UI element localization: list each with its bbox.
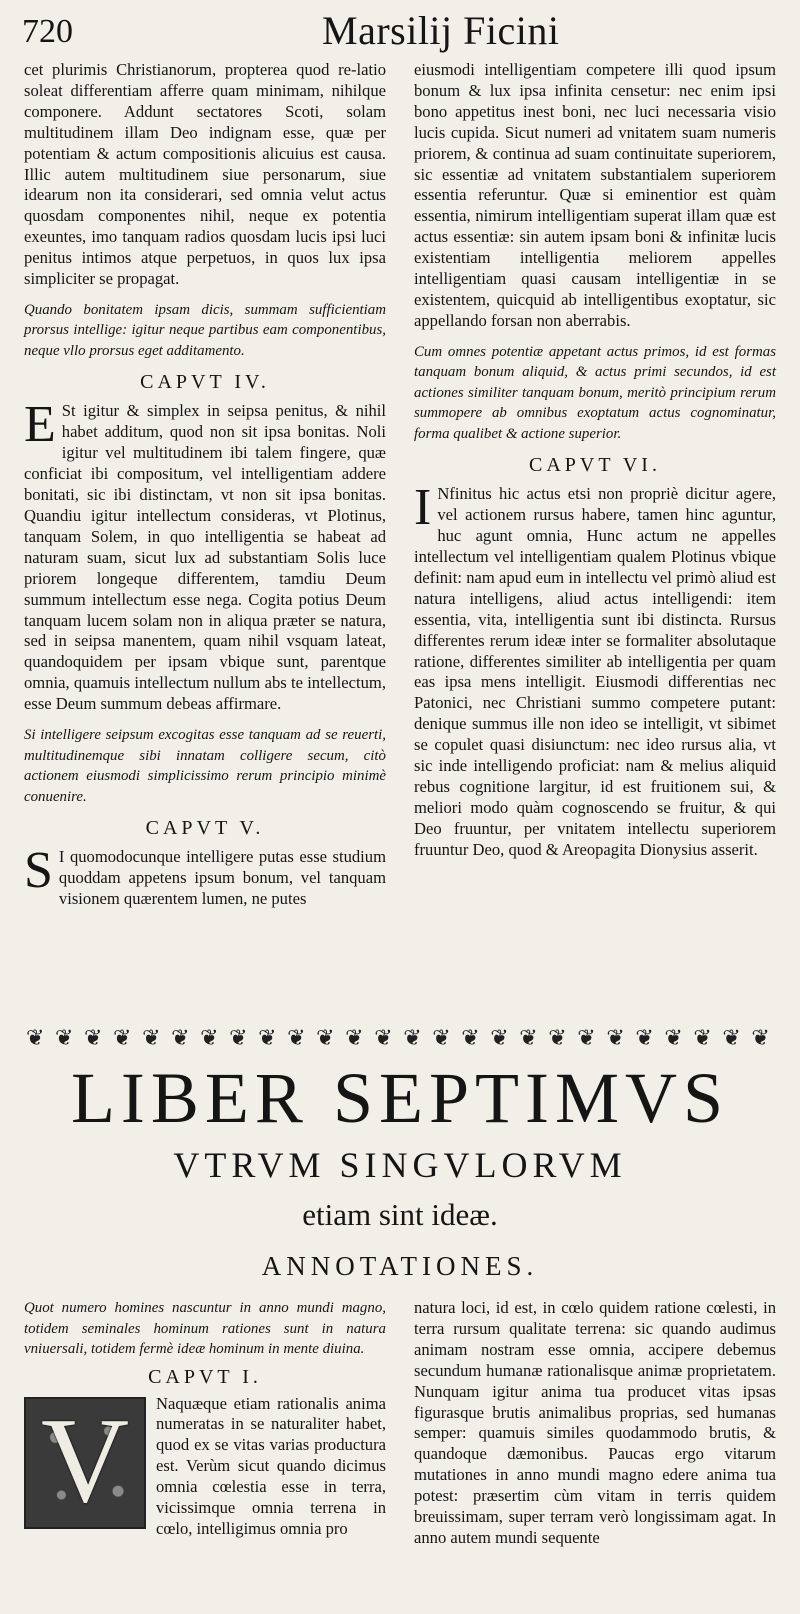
chapter-4-body: St igitur & simplex in seipsa penitus, & nihil habet additum, quod non sit ipsa bonitas. Noli igitur vel multitudinem ibi talem fingere, quæ conficiat ibi compositum, vel intelligentiam addere bonitati, sic ibi distinctam, vt non sit ipsa bonitas. Quandiu igitur intellectum consideras, vt Plotinus, tanquam Solem, in quo intelligentia se habeat ad naturam suam, sicut lux ad substantiam Solis luce priorem longeque differentem, tamdiu Deum summum intellectum esse nega. Cogita potius Deum tanquam lucem solam non in aliqua præter se natura, sed in seipsa manentem, quam nihil vsquam lateat, quandoquidem per ipsam vbique sunt, parentque omnia, quamuis intellectum nullum abs te intellectum, esse Deum summum debeas affirmare. [24,401,386,714]
fleuron-icon: ❦ [229,1025,248,1050]
book-subtitle-line-2: etiam sint ideæ. [302,1197,498,1232]
initial-letter: V [40,1396,130,1528]
fleuron-icon: ❦ [548,1025,567,1050]
fleuron-icon: ❦ [55,1025,74,1050]
fleuron-icon: ❦ [26,1025,45,1050]
decorated-initial-v [24,1397,146,1529]
chapter-heading-6: CAPVT VI. [529,454,661,477]
chapter-1-body: Naquæque etiam rationalis anima numeratas in se naturaliter habet, quod ex se vitas varias productura est. Verùm sicut quando dicimus omnia cœlestia esse in terra, vicissimque omnia terrena in cœlo, intelligimus omnia pro [156,1393,386,1538]
fleuron-icon: ❦ [722,1025,741,1050]
chapter-heading-5: CAPVT V. [145,817,265,840]
fleuron-icon: ❦ [664,1025,683,1050]
fleuron-icon: ❦ [432,1025,451,1050]
fleuron-icon: ❦ [200,1025,219,1050]
marginal-summary: Quot numero homines nascuntur in anno mundi magno, totidem seminales hominum rationes sunt in natura vniuersali, totidem fermè ideæ hominum in mente diuina. [24,1300,386,1357]
fleuron-icon: ❦ [374,1025,393,1050]
lower-left-column [24,1298,386,1540]
fleuron-icon: ❦ [258,1025,277,1050]
fleuron-icon: ❦ [113,1025,132,1050]
fleuron-icon: ❦ [490,1025,509,1050]
page-number: 720 [22,13,73,50]
paragraph-continued: cet plurimis Christianorum, propterea quod re-latio soleat differentiam afferre quam minimam, nihilque componere. Addunt sectatores Scoti, solam multitudinem illam Deo indignam esse, quæ per potentiam & actum compositionis alicuius est causa. Illic autem multitudinem siue personarum, siue idearum non ita considerari, sed omnia velut actus quosdam componentes nihil, neque ex potentia exeuntes, imo tanquam radios quosdam lucis ipsi luci penitus intimos atque perpetuos, in quos lux ipsa simpliciter se propagat. [24,60,386,289]
chapter-4-text [24,396,386,715]
chapter-heading-4: CAPVT IV. [140,371,270,394]
chapter-6-body: Nfinitus hic actus etsi non propriè dicitur agere, vel actionem rursus habere, tamen hinc aguntur, huc agunt omnia, Hunc actum ne appelles intellectum vel intelligentiam qualem Plotinus vbique definit: nam apud eum in intellectu vel primò aliud est natura intelligens, aliud actus intelligendi: item essentia, vita, intelligentia sunt ibi distincta. Rursus differentes rerum ideæ inter se formaliter absolutaque ratione, differentes similiter ab intelligentia per quam eas ipsa mens intelligit. Eiusmodi differentias nec Patonici, nec Christiani summo competere putant: denique summus ille non ideo se intelligit, vt sibimet se copulet quasi disiunctum: nec ideo rursus alia, vt sic inde intelligendo proficiat: nam & melius aliquid rebus cognitione largitur, id est fruitionem sui, & meliori modo quàm cognoscendo se fruitur, & qui Deo fruuntur, per vnitatem intellectu superiorem fruuntur Deo, quod & Areopagita Dionysius asserit. [414,484,776,859]
fleuron-icon: ❦ [606,1025,625,1050]
running-title: Marsilij Ficini [322,8,560,53]
fleuron-icon: ❦ [171,1025,190,1050]
chapter-heading-1: CAPVT I. [148,1365,262,1388]
fleuron-icon: ❦ [519,1025,538,1050]
paragraph-continued: eiusmodi intelligentiam competere illi quod ipsum bonum & lux ipsa infinita censetur: nec enim ipsi bono appetitus inest boni, nec luci necessaria visio lucis cupida. Sicut numeri ad vnitatem suam numeris priorem, & continua ad suam continuitate superiorem, sic essentiæ ad vnitatem substantialem superiorem essentia referuntur. Quæ si eminentior est quàm essentia, nimirum intelligentiam superat illam quæ est actus essentiæ: sin autem ipsam boni & infinitæ lucis existentiam intelligentia meliorem appelles intelligentiam quasi causam intelligentiæ in se existentem, quicquid ab intelligentibus exoptatur, sic appellando forsan non aberrabis. [414,60,776,330]
fleuron-icon: ❦ [577,1025,596,1050]
chapter-1-text [24,1394,386,1540]
fleuron-icon: ❦ [316,1025,335,1050]
continued-text: natura loci, id est, in cœlo quidem ratione cœlesti, in terra rursum qualitate terrena: sic quando audimus animam nostram esse omnia, accipere debemus secundum humanæ rationalisque animæ proprietatem. Nunquam igitur anima tua producet vitas ipsas figurasque brutis animalibus proprias, sed humanas semper: quamuis similes quodammodo brutis, & quandoque dæmonibus. Paucas ergo vitarum mutationes in anno mundi magno edere anima tua potest: præsertim cùm vitam in terris quidem breuissimam, super terram verò longissimam agat. In anno autem mundi sequente [414,1298,776,1547]
marginal-summary: Si intelligere seipsum excogitas esse tanquam ad se reuerti, multitudinemque sibi innatam colligere secum, citò actionem eiusmodi simplicissimo rerum principio minimè conuenire. [24,727,386,805]
marginal-summary: Cum omnes potentiæ appetant actus primos, id est formas tanquam bonum aliquid, & actus primi secundos, id est actiones similiter tanquam bonum, meritò principium rerum summopere ab omnibus exoptatum actus cognominatur, forma qualibet & actione superior. [414,343,776,442]
fleuron-icon: ❦ [693,1025,712,1050]
drop-cap-s: S [24,842,53,900]
fleuron-icon: ❦ [461,1025,480,1050]
chapter-6-text [414,479,776,860]
page-header [22,8,778,52]
ornamental-band [26,1024,770,1052]
fleuron-icon: ❦ [345,1025,364,1050]
fleuron-icon: ❦ [84,1025,103,1050]
chapter-5-text [24,842,386,910]
lower-right-column [414,1298,776,1549]
book-title: LIBER SEPTIMVS [70,1058,730,1138]
chapter-5-body: I quomodocunque intelligere putas esse studium quoddam appetens ipsum bonum, vel tanquam visionem quærentem lumen, ne putes [58,847,386,908]
fleuron-icon: ❦ [403,1025,422,1050]
drop-cap-e: E [24,396,56,454]
book-subtitle: VTRVM SINGVLORVM [173,1145,627,1185]
drop-cap-i: I [414,479,432,537]
fleuron-icon: ❦ [635,1025,654,1050]
upper-right-column [414,60,776,861]
fleuron-icon: ❦ [287,1025,306,1050]
marginal-summary: Quando bonitatem ipsam dicis, summam sufficientiam prorsus intellige: igitur neque partibus eam componentibus, neque vllo prorsus eget additamento. [24,301,386,359]
fleuron-icon: ❦ [142,1025,161,1050]
annotationes-heading: ANNOTATIONES. [261,1251,539,1281]
upper-left-column [24,60,386,910]
fleuron-icon: ❦ [751,1025,770,1050]
